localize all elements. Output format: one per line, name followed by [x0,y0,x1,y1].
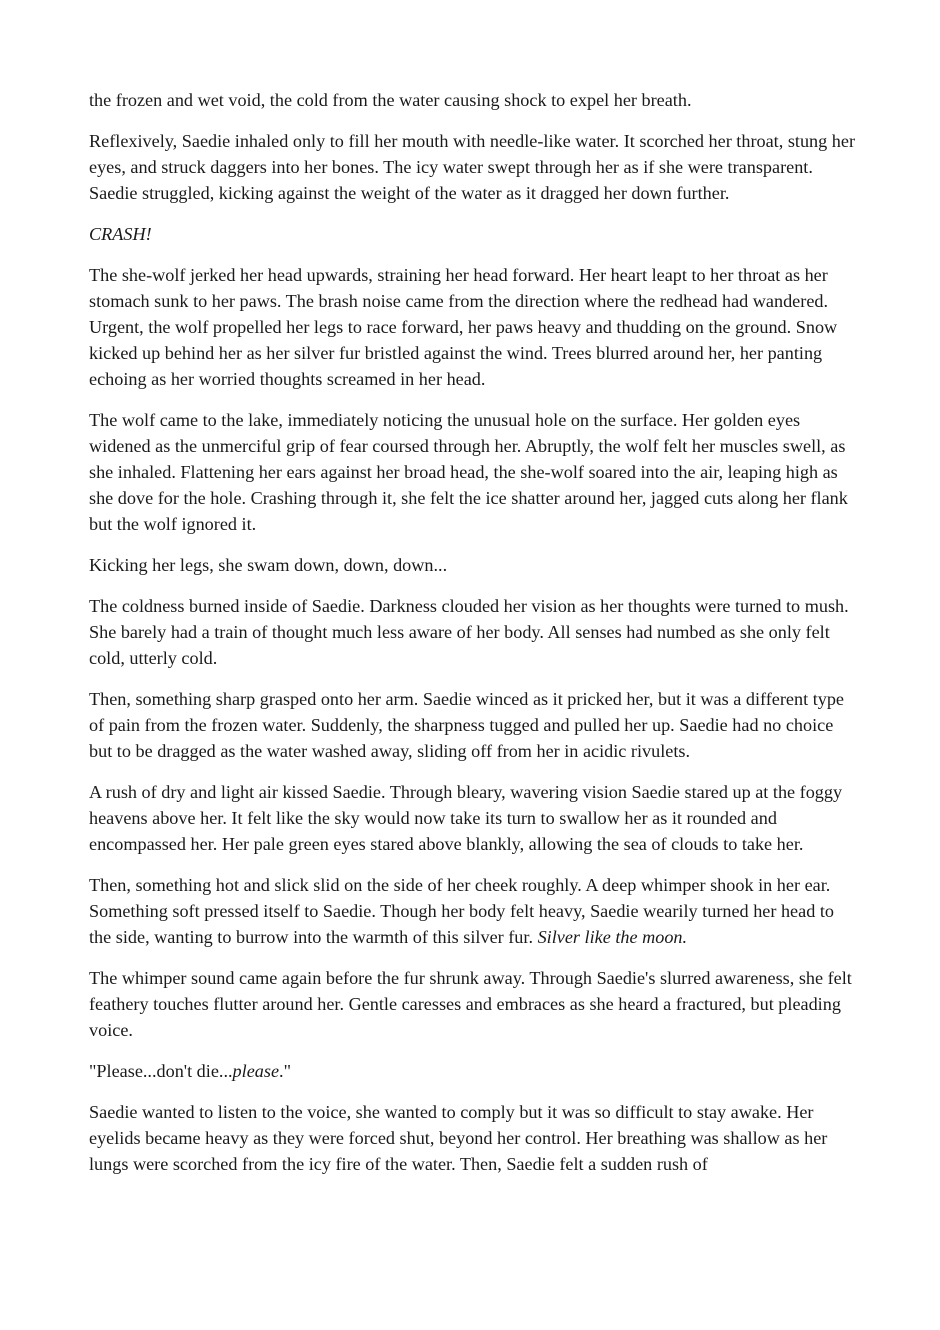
italic-text-run: CRASH! [89,224,152,244]
text-run: Kicking her legs, she swam down, down, down... [89,555,448,575]
story-paragraph [89,1099,859,1177]
story-paragraph [89,87,859,113]
text-run: Then, something hot and slick slid on the side of her cheek roughly. A deep whimper shook in her ear. Something soft pressed itself to Saedie. Though her body felt heavy, Saedie wearily turned her head to the side, wanting to burrow into the warmth of this silver fur. [89,875,834,947]
text-run: The coldness burned inside of Saedie. Darkness clouded her vision as her thoughts were turned to mush. She barely had a train of thought much less aware of her body. All senses had numbed as she only felt cold, utterly cold. [89,596,849,668]
text-run: The whimper sound came again before the fur shrunk away. Through Saedie's slurred awareness, she felt feathery touches flutter around her. Gentle caresses and embraces as she heard a fractured, but pleading voice. [89,968,852,1040]
text-run: Then, something sharp grasped onto her arm. Saedie winced as it pricked her, but it was a different type of pain from the frozen water. Suddenly, the sharpness tugged and pulled her up. Saedie had no choice but to be dragged as the water washed away, sliding off from her in acidic rivulets. [89,689,845,761]
text-run: Saedie wanted to listen to the voice, she wanted to comply but it was so difficult to stay awake. Her eyelids became heavy as they were forced shut, beyond her control. Her breathing was shallow as her lungs were scorched from the icy fire of the water. Then, Saedie felt a sudden rush of [89,1102,828,1174]
story-paragraph [89,552,859,578]
text-run: The she-wolf jerked her head upwards, straining her head forward. Her heart leapt to her throat as her stomach sunk to her paws. The brash noise came from the direction where the redhead had wandered. Urgent, the wolf propelled her legs to race forward, her paws heavy and thudding on the ground. Snow kicked up behind her as her silver fur bristled against the wind. Trees blurred around her, her panting echoing as her worried thoughts screamed in her head. [89,265,838,389]
story-paragraph [89,262,859,392]
text-run: The wolf came to the lake, immediately noticing the unusual hole on the surface. Her golden eyes widened as the unmerciful grip of fear coursed through her. Abruptly, the wolf felt her muscles swell, as she inhaled. Flattening her ears against her broad head, the she-wolf soared into the air, leaping high as she dove for the hole. Crashing through it, she felt the ice shatter around her, jagged cuts along her flank but the wolf ignored it. [89,410,848,534]
text-run: ." [279,1061,291,1081]
document-page [89,87,859,1192]
story-paragraph [89,128,859,206]
story-paragraph [89,872,859,950]
story-paragraph [89,686,859,764]
italic-text-run: please [232,1061,280,1081]
story-paragraph [89,965,859,1043]
text-run: the frozen and wet void, the cold from the water causing shock to expel her breath. [89,90,692,110]
story-paragraph [89,779,859,857]
story-paragraph [89,407,859,537]
story-body [89,87,859,1177]
italic-text-run: Silver like the moon. [537,927,688,947]
story-paragraph [89,1058,859,1084]
text-run: A rush of dry and light air kissed Saedie. Through bleary, wavering vision Saedie stared up at the foggy heavens above her. It felt like the sky would now take its turn to swallow her as it rounded and encompassed her. Her pale green eyes stared above blankly, allowing the sea of clouds to take her. [89,782,843,854]
story-paragraph [89,221,859,247]
story-paragraph [89,593,859,671]
text-run: "Please...don't die... [89,1061,233,1081]
text-run: Reflexively, Saedie inhaled only to fill her mouth with needle-like water. It scorched her throat, stung her eyes, and struck daggers into her bones. The icy water swept through her as if she were transparent. Saedie struggled, kicking against the weight of the water as it dragged her down further. [89,131,855,203]
